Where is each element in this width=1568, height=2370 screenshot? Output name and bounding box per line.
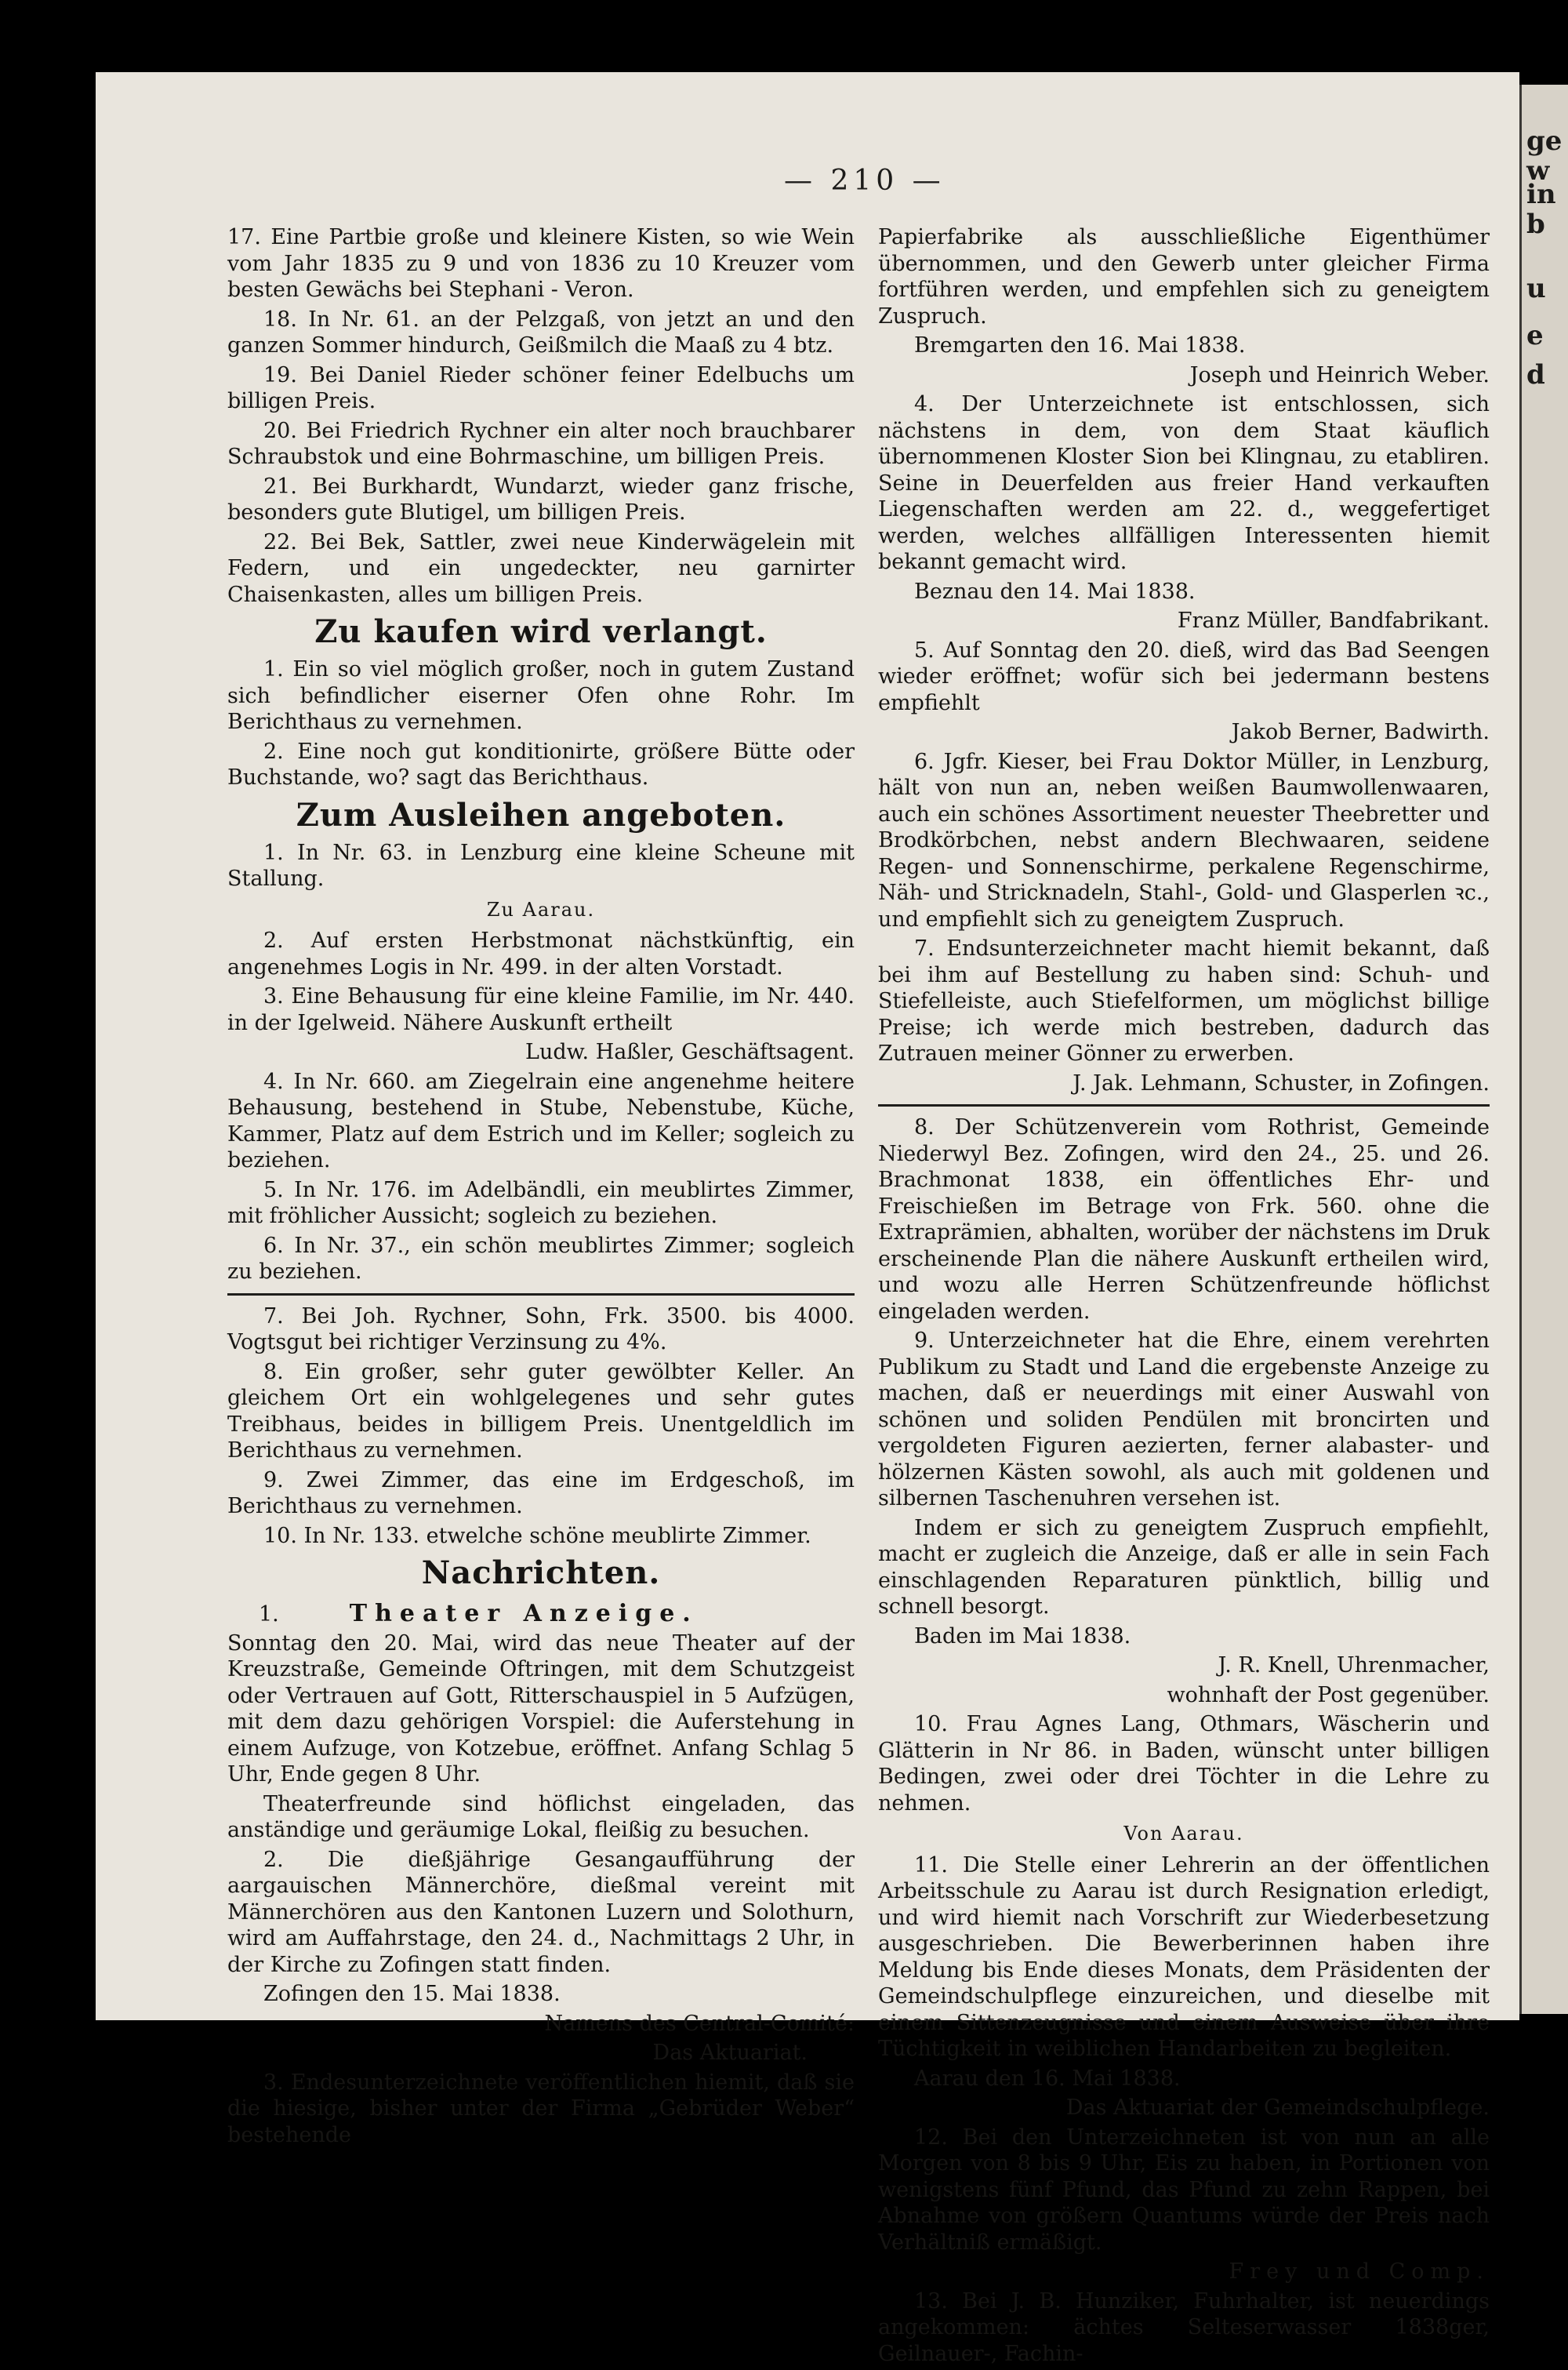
lend-3: 3. Eine Behausung für eine kleine Familie, im Nr. 440. in der Igelweid. Nähere Auskunft ertheilt: [227, 984, 855, 1035]
ad-19: 19. Bei Daniel Rieder schöner feiner Edelbuchs um billigen Preis.: [227, 362, 855, 413]
theater-heading-row: [259, 1598, 855, 1630]
news-2: 2. Die dießjährige Gesangaufführung der aargauischen Männerchöre, dießmal vereint mit Männerchören aus den Kantonen Luzern und Solothurn, wird am Auffahrstage, den 24. d., Nachmittags 2 Uhr, in der Kirche zu Zofingen statt finden.: [227, 1847, 855, 1977]
next-page-fragment: in: [1526, 179, 1556, 210]
news-12-signature: Frey und Comp.: [1229, 2259, 1490, 2284]
ad-22: 22. Bei Bek, Sattler, zwei neue Kinderwägelein mit Federn, und ein ungedeckter, neu garnirter Chaisenkasten, alles um billigen Preis.: [227, 529, 855, 607]
next-page-fragment: e: [1526, 320, 1544, 351]
news-11: 11. Die Stelle einer Lehrerin an der öffentlichen Arbeitsschule zu Aarau ist durch Resignation erledigt, und wird hiemit nach Vorschrift zur Wiederbesetzung ausgeschrieben. Die Bewerberinnen haben ihre Meldung bis Ende dieses Monats, dem Präsidenten der Gemeindschulpflege einzureichen, und dieselbe mit einem Sittenzeugnisse und einem Ausweise über ihre Tüchtigkeit in weiblichen Handarbeiten zu begleiten.: [878, 1852, 1490, 2061]
buy-1: 1. Ein so viel möglich großer, noch in gutem Zustand sich befindlicher eiserner Ofen ohne Rohr. Im Berichthaus zu vernehmen.: [227, 657, 855, 734]
news-12: 12. Bei den Unterzeichneten ist von nun an alle Morgen von 8 bis 9 Uhr, Eis zu haben, in Portionen von wenigstens fünf Pfund, das Pfund zu zehn Rappen, bei Abnahme von größern Quantums würde der Preis nach Verhältniß ermäßigt.: [878, 2125, 1490, 2255]
subheading-von-aarau: Von Aarau.: [1123, 1823, 1244, 1845]
news-4: 4. Der Unterzeichnete ist entschlossen, sich nächstens in dem, von dem Staat käuflich übernommenen Kloster Sion bei Klingnau, zu etabliren. Seine in Deuerfelden aus freier Hand verkauften Liegenschaften werden am 22. d., weggefertiget werden, welches allfälligen Interessenten hiemit bekannt gemacht wird.: [878, 392, 1490, 574]
theater-text: Sonntag den 20. Mai, wird das neue Theater auf der Kreuzstraße, Gemeinde Oftringen, mit dem Schutzgeist oder Vertrauen auf Gott, Ritterschauspiel in 5 Aufzügen, mit dem dazu gehörigen Vorspiel: die Auferstehung in einem Aufzuge, von Kotzebue, eröffnet. Anfang Schlag 5 Uhr, Ende gegen 8 Uhr.: [227, 1630, 855, 1787]
lend-1: 1. In Nr. 63. in Lenzburg eine kleine Scheune mit Stallung.: [227, 840, 855, 891]
next-page-fragment: u: [1526, 273, 1546, 304]
heading-to-buy: Zu kaufen wird verlangt.: [314, 613, 768, 650]
theater-title: Theater Anzeige.: [349, 1600, 699, 1627]
news-5-signature: Jakob Berner, Badwirth.: [1231, 720, 1490, 744]
divider: [227, 1293, 855, 1296]
news-9-place: Baden im Mai 1838.: [914, 1623, 1131, 1648]
next-page-fragment: w: [1526, 155, 1550, 187]
divider: [878, 1104, 1490, 1107]
lend-8: 8. Ein großer, sehr guter gewölbter Keller. An gleichem Ort ein wohlgelegenes und sehr gutes Treibhaus, beides in billigem Preis. Unentgeldlich im Berichthaus zu vernehmen.: [227, 1359, 855, 1463]
theater-text-2: Theaterfreunde sind höflichst eingeladen, das anständige und geräumige Lokal, fleißig zu besuchen.: [227, 1791, 855, 1842]
news-4-signature: Franz Müller, Bandfabrikant.: [1177, 609, 1490, 633]
heading-news: Nachrichten.: [421, 1554, 661, 1591]
right-column: [878, 224, 1490, 2370]
ad-21: 21. Bei Burkhardt, Wundarzt, wieder ganz frische, besonders gute Blutigel, um billigen Preis.: [227, 474, 855, 525]
lend-4: 4. In Nr. 660. am Ziegelrain eine angenehme heitere Behausung, bestehend in Stube, Nebenstube, Küche, Kammer, Platz auf dem Estrich und im Keller; sogleich zu beziehen.: [227, 1069, 855, 1172]
subheading-aarau: Zu Aarau.: [486, 898, 596, 921]
news-3: 3. Endesunterzeichnete veröffentlichen hiemit, daß sie die hiesige, bisher unter der Firma „Gebrüder Weber“ bestehende: [227, 2070, 855, 2147]
next-page-fragment: ge: [1526, 125, 1563, 157]
news-9-signature-1: J. R. Knell, Uhrenmacher,: [1218, 1653, 1490, 1678]
news-11-signature: Das Aktuariat der Gemeindschulpflege.: [1065, 2096, 1490, 2120]
news-11-place: Aarau den 16. Mai 1838.: [914, 2066, 1181, 2091]
news-3-signature: Joseph und Heinrich Weber.: [1189, 362, 1490, 387]
buy-2: 2. Eine noch gut konditionirte, größere Bütte oder Buchstande, wo? sagt das Berichthaus.: [227, 739, 855, 790]
next-page-edge: [1519, 85, 1568, 2014]
news-7: 7. Endsunterzeichneter macht hiemit bekannt, daß bei ihm auf Bestellung zu haben sind: Schuh- und Stiefelleiste, auch Stiefelformen, um möglichst billige Preise; ich werde mich bestreben, dadurch das Zutrauen meiner Gönner zu erwerben.: [878, 936, 1490, 1066]
news-13: 13. Bei J. B. Hunziker, Fuhrhalter, ist neuerdings angekommen: ächtes Selteserwasser 1838ger, Geilnauer-, Fachin-: [878, 2288, 1490, 2366]
next-page-fragment: d: [1526, 359, 1545, 391]
lend-9: 9. Zwei Zimmer, das eine im Erdgeschoß, im Berichthaus zu vernehmen.: [227, 1467, 855, 1518]
news-4-place: Beznau den 14. Mai 1838.: [914, 579, 1196, 604]
lend-3-signature: Ludw. Haßler, Geschäftsagent.: [525, 1040, 855, 1064]
news-9: 9. Unterzeichneter hat die Ehre, einem verehrten Publikum zu Stadt und Land die ergebenste Anzeige zu machen, daß er neuerdings mit einer Auswahl von schönen und soliden Pendülen mit broncirten und vergoldeten Figuren aezierten, ferner alabaster- und hölzernen Kästen sowohl, als auch mit goldenen und silbernen Taschenuhren versehen ist.: [878, 1329, 1490, 1510]
lend-5: 5. In Nr. 176. im Adelbändli, ein meublirtes Zimmer, mit fröhlicher Aussicht; sogleich zu beziehen.: [227, 1177, 855, 1228]
theater-number: 1.: [259, 1602, 279, 1627]
news-2-place: Zofingen den 15. Mai 1838.: [263, 1982, 561, 2006]
news-9-signature-2: wohnhaft der Post gegenüber.: [1167, 1682, 1490, 1707]
news-7-signature: J. Jak. Lehmann, Schuster, in Zofingen.: [1073, 1070, 1490, 1096]
page-number: — 210 —: [784, 165, 946, 197]
ad-18: 18. In Nr. 61. an der Pelzgaß, von jetzt an und den ganzen Sommer hindurch, Geißmilch die Maaß zu 4 btz.: [227, 307, 855, 358]
news-3-continued: Papierfabrike als ausschließliche Eigenthümer übernommen, und den Gewerb unter gleicher Firma fortführen werden, und empfehlen sich zu geneigtem Zuspruch.: [878, 225, 1490, 329]
ad-20: 20. Bei Friedrich Rychner ein alter noch brauchbarer Schraubstok und eine Bohrmaschine, um billigen Preis.: [227, 418, 855, 469]
lend-7: 7. Bei Joh. Rychner, Sohn, Frk. 3500. bis 4000. Vogtsgut bei richtiger Verzinsung zu 4%.: [227, 1303, 855, 1354]
news-3-place: Bremgarten den 16. Mai 1838.: [914, 333, 1246, 358]
news-2-signature-2: Das Aktuariat.: [652, 2041, 808, 2065]
ad-17: 17. Eine Partbie große und kleinere Kisten, so wie Wein vom Jahr 1835 zu 9 und von 1836 zu 10 Kreuzer vom besten Gewächs bei Stephani - Veron.: [227, 225, 855, 302]
news-6: 6. Jgfr. Kieser, bei Frau Doktor Müller, in Lenzburg, hält von nun an, neben weißen Baumwollenwaaren, auch ein schönes Assortiment neuester Theebretter und Brodkörbchen, nebst andern Blechwaaren, seidene Regen- und Sonnenschirme, perkalene Regenschirme, Näh- und Stricknadeln, Stahl-, Gold- und Glasperlen ꝛc., und empfiehlt sich zu geneigtem Zuspruch.: [878, 749, 1490, 932]
heading-to-lend: Zum Ausleihen angeboten.: [296, 796, 786, 834]
lend-6: 6. In Nr. 37., ein schön meublirtes Zimmer; sogleich zu beziehen.: [227, 1233, 855, 1284]
news-9b: Indem er sich zu geneigtem Zuspruch empfiehlt, macht er zugleich die Anzeige, daß er alle in sein Fach einschlagenden Reparaturen pünktlich, billig und schnell besorgt.: [878, 1515, 1490, 1619]
lend-2: 2. Auf ersten Herbstmonat nächstkünftig, ein angenehmes Logis in Nr. 499. in der alten Vorstadt.: [227, 929, 855, 980]
lend-10: 10. In Nr. 133. etwelche schöne meublirte Zimmer.: [263, 1523, 811, 1548]
news-10: 10. Frau Agnes Lang, Othmars, Wäscherin und Glätterin in Nr 86. in Baden, wünscht unter billigen Bedingen, zwei oder drei Töchter in die Lehre zu nehmen.: [878, 1712, 1490, 1816]
next-page-fragment: b: [1526, 209, 1545, 240]
news-8: 8. Der Schützenverein vom Rothrist, Gemeinde Niederwyl Bez. Zofingen, wird den 24., 25. und 26. Brachmonat 1838, ein öffentliches Ehr- und Freischießen im Betrage von Frk. 560. ohne die Extraprämien, abhalten, worüber der nächstens im Druk erscheinende Plan die nähere Auskunft ertheilen wird, und wozu alle Herren Schützenfreunde höflichst eingeladen werden.: [878, 1115, 1490, 1324]
news-5: 5. Auf Sonntag den 20. dieß, wird das Bad Seengen wieder eröffnet; wofür sich bei jedermann bestens empfiehlt: [878, 638, 1490, 715]
news-2-signature-1: Namens des Central-Comité:: [544, 2011, 855, 2036]
left-column: [227, 224, 855, 2151]
